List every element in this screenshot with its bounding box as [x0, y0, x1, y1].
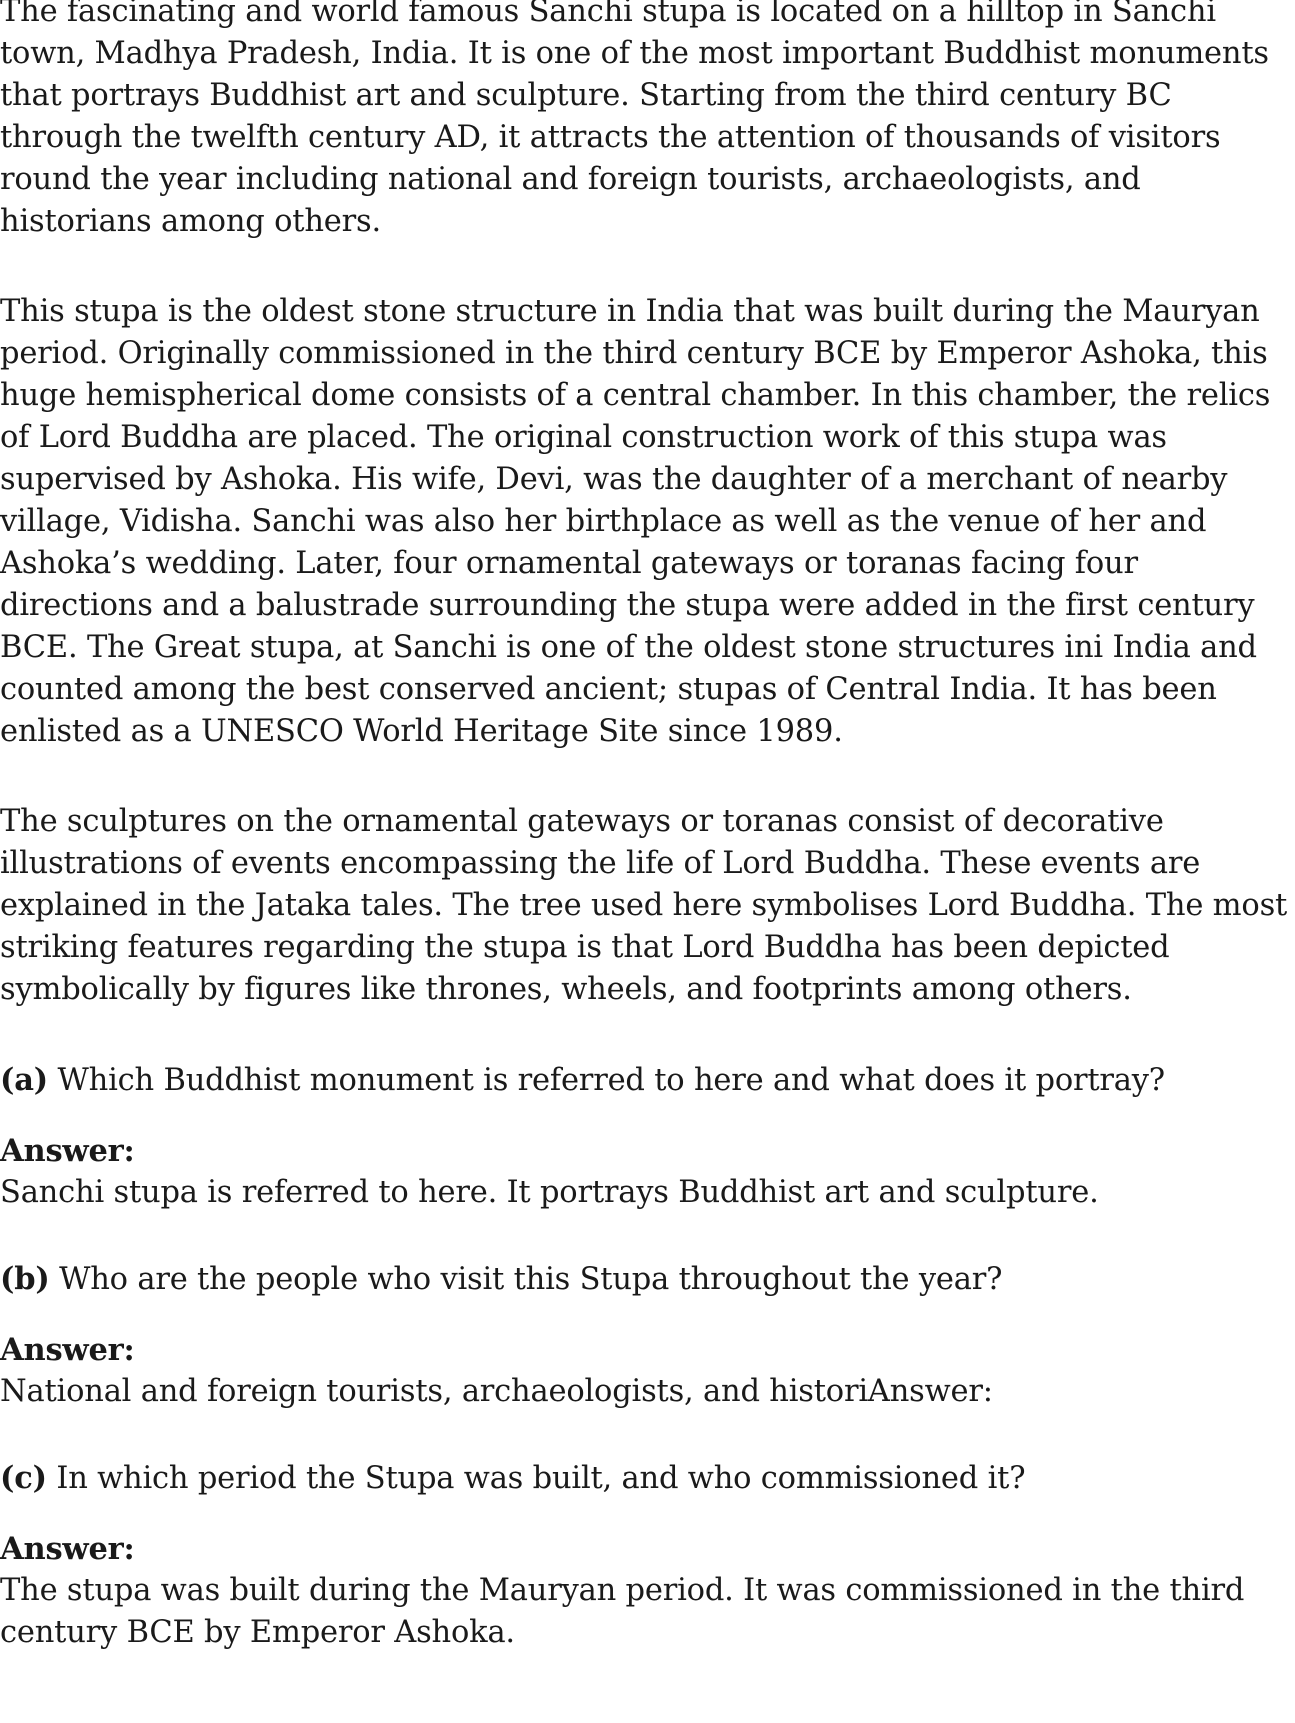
answer-a-text: Sanchi stupa is referred to here. It portrays Buddhist art and sculpture.	[0, 1175, 1099, 1210]
question-c	[0, 1457, 1290, 1500]
question-a	[0, 1059, 1290, 1102]
question-b-text: Who are the people who visit this Stupa throughout the year?	[59, 1262, 1003, 1297]
answer-b-label: Answer:	[0, 1332, 135, 1368]
answer-b-text: National and foreign tourists, archaeologists, and historiAnswer:	[0, 1374, 993, 1409]
question-b-label: (b)	[0, 1261, 50, 1297]
paragraph-3: The sculptures on the ornamental gateways or toranas consist of decorative illustrations of events encompassing the life of Lord Buddha. These events are explained in the Jataka tales. The tree used here symbolises Lord Buddha. The most striking features regarding the stupa is that Lord Buddha has been depicted symbolically by figures like thrones, wheels, and footprints among others.	[0, 804, 1288, 1007]
question-b	[0, 1258, 1290, 1301]
paragraph-2: This stupa is the oldest stone structure in India that was built during the Mauryan period. Originally commissioned in the third century BCE by Emperor Ashoka, this huge hemispherical dome consists of a central chamber. In this chamber, the relics of Lord Buddha are placed. The original construction work of this stupa was supervised by Ashoka. His wife, Devi, was the daughter of a merchant of nearby village, Vidisha. Sanchi was also her birthplace as well as the venue of her and Ashoka’s wedding. Later, four ornamental gateways or toranas facing four directions and a balustrade surrounding the stupa were added in the first century BCE. The Great stupa, at Sanchi is one of the oldest stone structures ini India and counted among the best conserved ancient; stupas of Central India. It has been enlisted as a UNESCO World Heritage Site since 1989.	[0, 294, 1271, 749]
question-c-text: In which period the Stupa was built, and who commissioned it?	[56, 1461, 1026, 1496]
question-c-label: (c)	[0, 1460, 47, 1496]
question-a-text: Which Buddhist monument is referred to here and what does it portray?	[57, 1063, 1165, 1098]
answer-c-text: The stupa was built during the Mauryan period. It was commissioned in the third century BCE by Emperor Ashoka.	[0, 1573, 1245, 1650]
answer-c-label: Answer:	[0, 1531, 135, 1567]
answer-a-label: Answer:	[0, 1133, 135, 1169]
paragraph-1: The fascinating and world famous Sanchi stupa is located on a hilltop in Sanchi town, Madhya Pradesh, India. It is one of the most important Buddhist monuments that portrays Buddhist art and sculpture. Starting from the third century BC through the twelfth century AD, it attracts the attention of thousands of visitors round the year including national and foreign tourists, archaeologists, and historians among others.	[0, 0, 1269, 239]
question-a-label: (a)	[0, 1062, 49, 1098]
